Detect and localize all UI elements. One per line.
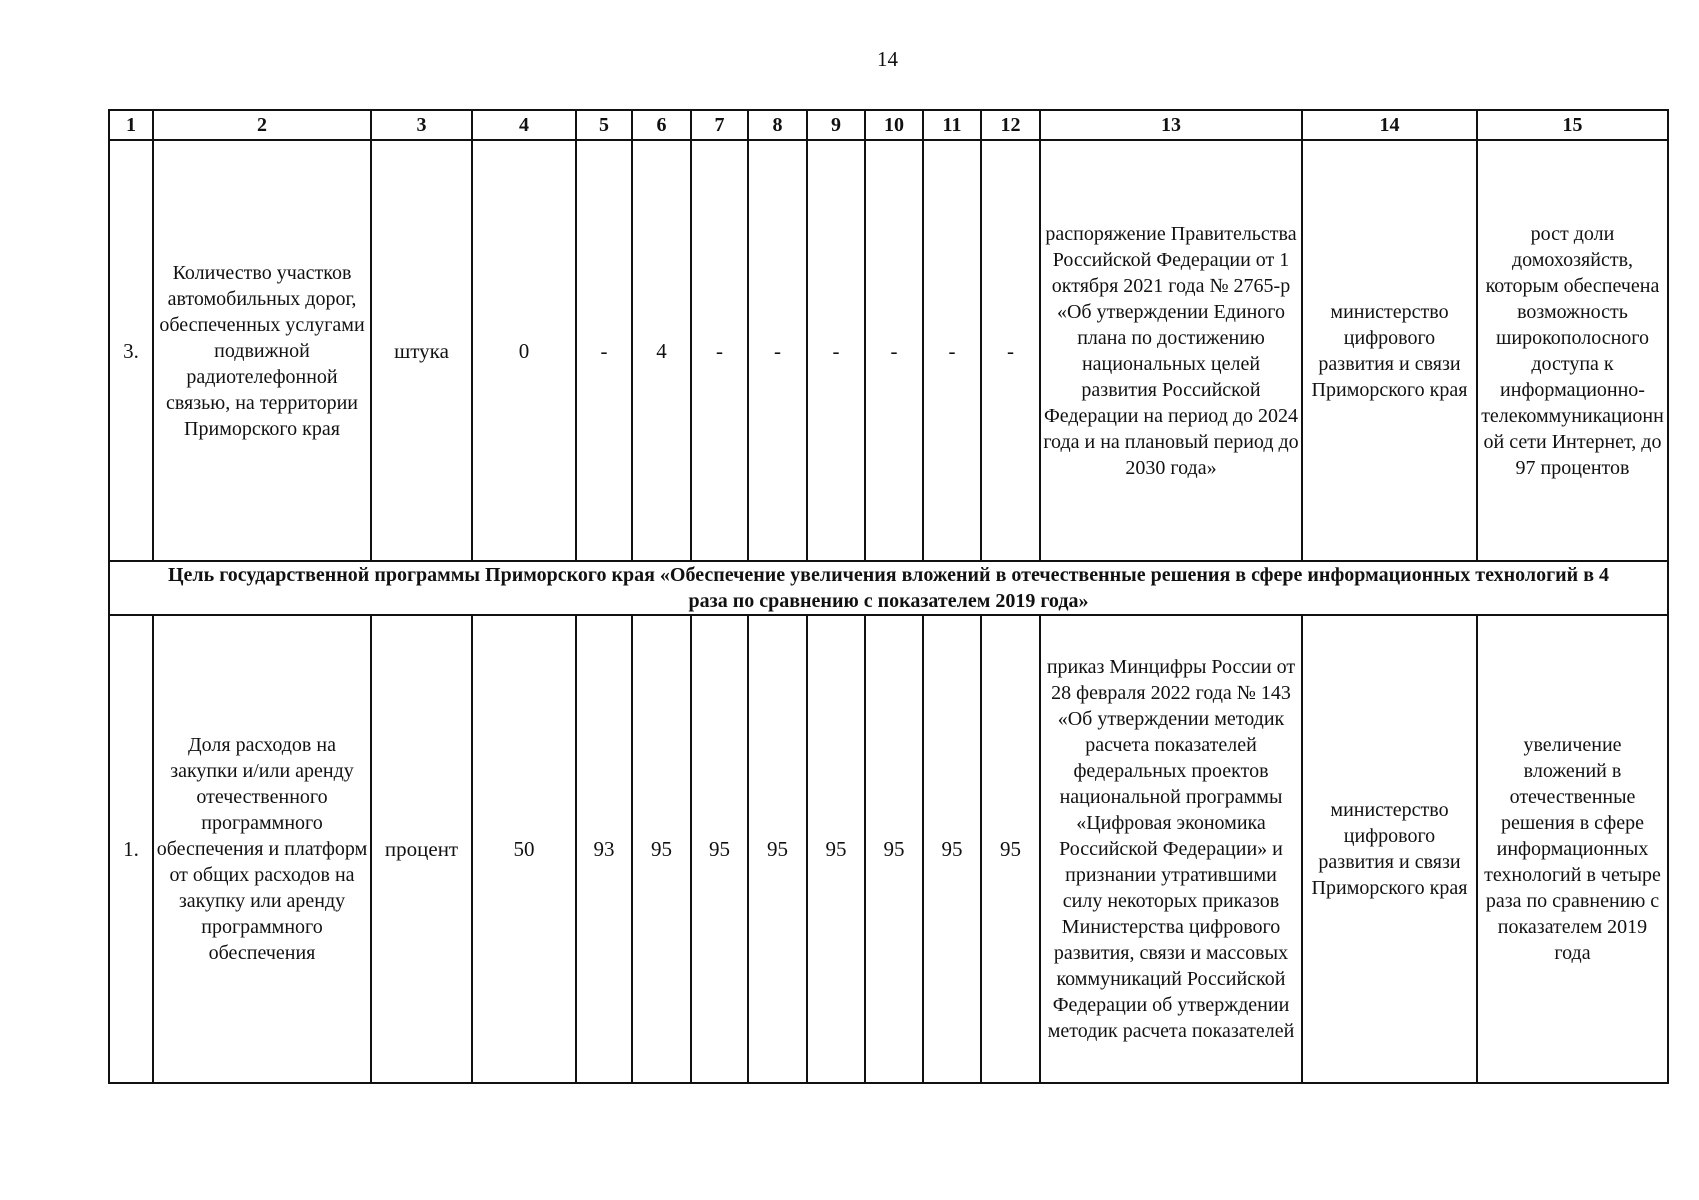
value-cell: 93 <box>576 615 632 1083</box>
value-cell: - <box>981 140 1040 561</box>
column-header: 6 <box>632 110 691 140</box>
column-header: 13 <box>1040 110 1302 140</box>
column-header: 12 <box>981 110 1040 140</box>
page-number: 14 <box>877 47 898 71</box>
unit-cell: процент <box>371 615 472 1083</box>
column-header: 10 <box>865 110 923 140</box>
goal-row <box>109 561 1668 615</box>
result-cell: увеличение вложений в отечественные решения в сфере информационных технологий в четыре раза по сравнению с показателем 2019 года <box>1477 615 1668 1083</box>
table-row <box>109 615 1668 1083</box>
value-cell: 95 <box>748 615 807 1083</box>
column-header: 14 <box>1302 110 1477 140</box>
column-header: 4 <box>472 110 576 140</box>
responsible-cell: министерство цифрового развития и связи Приморского края <box>1302 615 1477 1083</box>
value-cell: 95 <box>865 615 923 1083</box>
base-value-cell: 50 <box>472 615 576 1083</box>
row-number: 1. <box>109 615 153 1083</box>
column-header: 1 <box>109 110 153 140</box>
column-header: 15 <box>1477 110 1668 140</box>
column-header: 11 <box>923 110 981 140</box>
column-header: 5 <box>576 110 632 140</box>
column-header: 8 <box>748 110 807 140</box>
indicators-table <box>108 109 1669 1084</box>
value-cell: 4 <box>632 140 691 561</box>
value-cell: 95 <box>981 615 1040 1083</box>
value-cell: 95 <box>632 615 691 1083</box>
value-cell: - <box>576 140 632 561</box>
value-cell: - <box>748 140 807 561</box>
column-header: 7 <box>691 110 748 140</box>
unit-cell: штука <box>371 140 472 561</box>
value-cell: - <box>923 140 981 561</box>
row-number: 3. <box>109 140 153 561</box>
indicator-name: Количество участков автомобильных дорог, обеспеченных услугами подвижной радиотелефонной связью, на территории Приморского края <box>153 140 371 561</box>
document-cell: распоряжение Правительства Российской Федерации от 1 октября 2021 года № 2765-р «Об утверждении Единого плана по достижению национальных целей развития Российской Федерации на период до 2024 года и на плановый период до 2030 года» <box>1040 140 1302 561</box>
column-header: 3 <box>371 110 472 140</box>
column-header: 9 <box>807 110 865 140</box>
base-value-cell: 0 <box>472 140 576 561</box>
table-row <box>109 140 1668 561</box>
header-row <box>109 110 1668 140</box>
value-cell: - <box>807 140 865 561</box>
result-cell: рост доли домохозяйств, которым обеспечена возможность широкополосного доступа к информационно-телекоммуникационной сети Интернет, до 97 процентов <box>1477 140 1668 561</box>
value-cell: 95 <box>923 615 981 1083</box>
document-cell: приказ Минцифры России от 28 февраля 2022 года № 143 «Об утверждении методик расчета показателей федеральных проектов национальной программы «Цифровая экономика Российской Федерации» и признании утратившими силу некоторых приказов Министерства цифрового развития, связи и массовых коммуникаций Российской Федерации об утверждении методик расчета показателей <box>1040 615 1302 1083</box>
value-cell: 95 <box>691 615 748 1083</box>
goal-heading: Цель государственной программы Приморского края «Обеспечение увеличения вложений в отечественные решения в сфере информационных технологий в 4 раза по сравнению с показателем 2019 года» <box>109 561 1668 615</box>
value-cell: - <box>865 140 923 561</box>
indicator-name: Доля расходов на закупки и/или аренду отечественного программного обеспечения и платформ от общих расходов на закупку или аренду программного обеспечения <box>153 615 371 1083</box>
column-header: 2 <box>153 110 371 140</box>
value-cell: 95 <box>807 615 865 1083</box>
responsible-cell: министерство цифрового развития и связи Приморского края <box>1302 140 1477 561</box>
value-cell: - <box>691 140 748 561</box>
